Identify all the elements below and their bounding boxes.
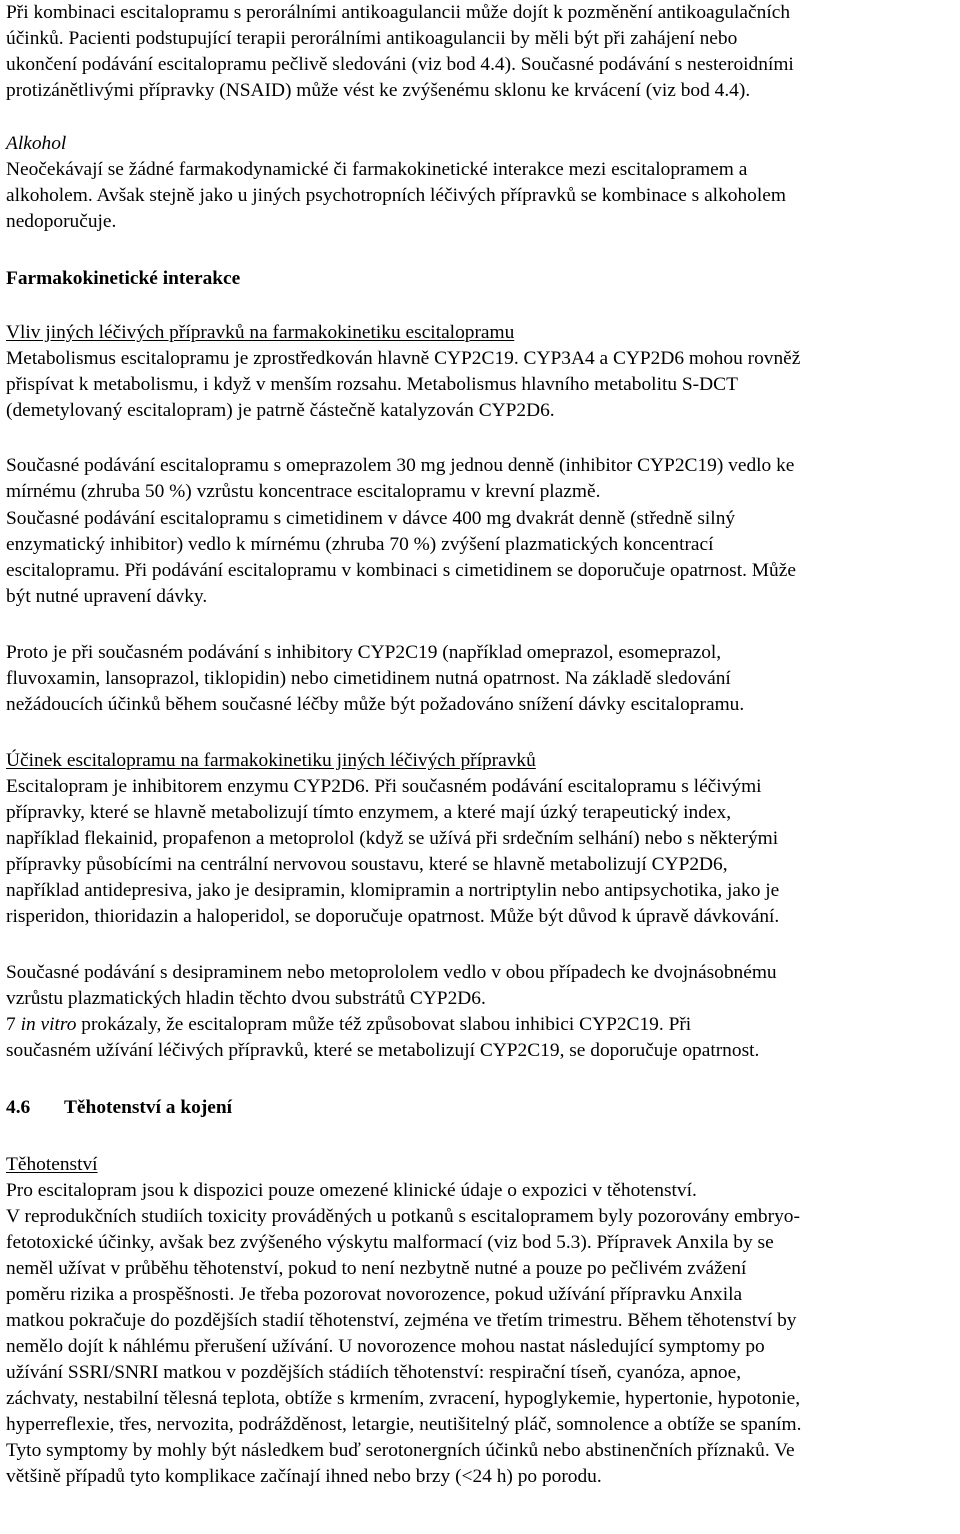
subsection-heading-pregnancy: Těhotenství — [6, 1154, 98, 1175]
text-line: užívání SSRI/SNRI matkou v pozdějších stádiích těhotenství: respirační tíseň, cyanóza, apnoe, — [6, 1362, 742, 1383]
text-line: Pro escitalopram jsou k dispozici pouze omezené klinické údaje o expozici v těhotenství. — [6, 1180, 697, 1201]
text-line: například flekainid, propafenon a metoprolol (když se užívá při srdečním selhání) nebo s některými — [6, 828, 779, 849]
text-line: přípravky, které se hlavně metabolizují tímto enzymem, a které mají úzký terapeutický index, — [6, 802, 732, 823]
text-line: risperidon, thioridazin a haloperidol, se doporučuje opatrnost. Může být důvod k úpravě dávkování. — [6, 906, 780, 927]
text-line: poměru rizika a prospěšnosti. Je třeba pozorovat novorozence, pokud užívání přípravku Anxila — [6, 1284, 743, 1305]
text-line: escitalopramu. Při podávání escitalopramu v kombinaci s cimetidinem se doporučuje opatrnost. Může — [6, 560, 796, 581]
text-line: Při kombinaci escitalopramu s perorálními antikoagulancii může dojít k pozměnění antikoagulačních — [6, 2, 791, 23]
text-line: neměl užívat v průběhu těhotenství, pokud to není nezbytně nutné a pouze po pečlivém zvážení — [6, 1258, 747, 1279]
text-line: nemělo dojít k náhlému přerušení užívání. U novorozence mohou nastat následující symptomy po — [6, 1336, 765, 1357]
text-line: Metabolismus escitalopramu je zprostředkován hlavně CYP2C19. CYP3A4 a CYP2D6 mohou rovněž — [6, 348, 801, 369]
text-line: fluvoxamin, lansoprazol, tiklopidin) nebo cimetidinem nutná opatrnost. Na základě sledování — [6, 668, 731, 689]
text-line: enzymatický inhibitor) vedlo k mírnému (zhruba 70 %) zvýšení plazmatických koncentrací — [6, 534, 714, 555]
section-heading-pharmacokinetic: Farmakokinetické interakce — [6, 268, 241, 289]
text-line: nežádoucích účinků během současné léčby může být požadováno snížení dávky escitalopramu. — [6, 694, 745, 715]
text-line: ukončení podávání escitalopramu pečlivě sledováni (viz bod 4.4). Současné podávání s nesteroidními — [6, 54, 794, 75]
text-line: hyperreflexie, třes, nervozita, podrážděnost, letargie, neutišitelný pláč, somnolence a obtíže se spaním. — [6, 1414, 802, 1435]
section-heading-alkohol: Alkohol — [6, 133, 67, 154]
text-line: alkoholem. Avšak stejně jako u jiných psychotropních léčivých přípravků se kombinace s alkoholem — [6, 185, 786, 206]
text-line: přispívat k metabolismu, i když v menším rozsahu. Metabolismus hlavního metabolitu S-DCT — [6, 374, 738, 395]
text-line: Současné podávání escitalopramu s cimetidinem v dávce 400 mg dvakrát denně (středně silný — [6, 508, 736, 529]
text-line: účinků. Pacienti podstupující terapii perorálními antikoagulancii by měli být při zahájení nebo — [6, 28, 738, 49]
text-line: matkou pokračuje do pozdějších stadií těhotenství, zejména ve třetím trimestru. Během těhotenství by — [6, 1310, 797, 1331]
section-title: Těhotenství a kojení — [64, 1097, 233, 1118]
text-line: (demetylovaný escitalopram) je patrně částečně katalyzován CYP2D6. — [6, 400, 555, 421]
section-number: 4.6 — [6, 1097, 31, 1118]
text-line: většině případů tyto komplikace začínají ihned nebo brzy (<24 h) po porodu. — [6, 1466, 602, 1487]
text-line: Escitalopram je inhibitorem enzymu CYP2D6. Při současném podávání escitalopramu s léčivými — [6, 776, 762, 797]
text-line: být nutné upravení dávky. — [6, 586, 208, 607]
text-line: vzrůstu plazmatických hladin těchto dvou substrátů CYP2D6. — [6, 988, 486, 1009]
text-in-vitro: in vitro — [20, 1014, 77, 1035]
text-studie: 7 — [6, 1014, 16, 1035]
text-line: nedoporučuje. — [6, 211, 117, 232]
section-heading-4-6 — [6, 1095, 232, 1121]
text-line: fetotoxické účinky, avšak bez zvýšeného výskytu malformací (viz bod 5.3). Přípravek Anxila by se — [6, 1232, 774, 1253]
subsection-heading: Účinek escitalopramu na farmakokinetiku jiných léčivých přípravků — [6, 750, 536, 771]
text-line: Tyto symptomy by mohly být následkem buď serotonergních účinků nebo abstinenčních příznaků. Ve — [6, 1440, 795, 1461]
text-line: Proto je při současném podávání s inhibitory CYP2C19 (například omeprazol, esomeprazol, — [6, 642, 722, 663]
text-line: záchvaty, nestabilní tělesná teplota, obtíže s krmením, zvracení, hypoglykemie, hypertonie, hypotonie, — [6, 1388, 801, 1409]
text-line: současném užívání léčivých přípravků, které se metabolizují CYP2C19, se doporučuje opatrnost. — [6, 1040, 760, 1061]
text-line: Neočekávají se žádné farmakodynamické či farmakokinetické interakce mezi escitalopramem a — [6, 159, 748, 180]
text-line: například antidepresiva, jako je desipramin, klomipramin a nortriptylin nebo antipsychotika, jako je — [6, 880, 780, 901]
text-line: Současné podávání escitalopramu s omeprazolem 30 mg jednou denně (inhibitor CYP2C19) vedlo ke — [6, 455, 795, 476]
text-line: mírnému (zhruba 50 %) vzrůstu koncentrace escitalopramu v krevní plazmě. — [6, 481, 601, 502]
subsection-heading: Vliv jiných léčivých přípravků na farmakokinetiku escitalopramu — [6, 322, 515, 343]
text-line: přípravky působícími na centrální nervovou soustavu, které se hlavně metabolizují CYP2D6, — [6, 854, 728, 875]
text-line: Současné podávání s desipraminem nebo metoprololem vedlo v obou případech ke dvojnásobnému — [6, 962, 777, 983]
text-line-studie — [6, 1012, 691, 1038]
text-line: protizánětlivými přípravky (NSAID) může vést ke zvýšenému sklonu ke krvácení (viz bod 4.4). — [6, 80, 751, 101]
text-line: V reprodukčních studiích toxicity prováděných u potkanů s escitalopramem byly pozorovány embryo- — [6, 1206, 800, 1227]
text-rest: prokázaly, že escitalopram může též způsobovat slabou inhibici CYP2C19. Při — [81, 1014, 692, 1035]
